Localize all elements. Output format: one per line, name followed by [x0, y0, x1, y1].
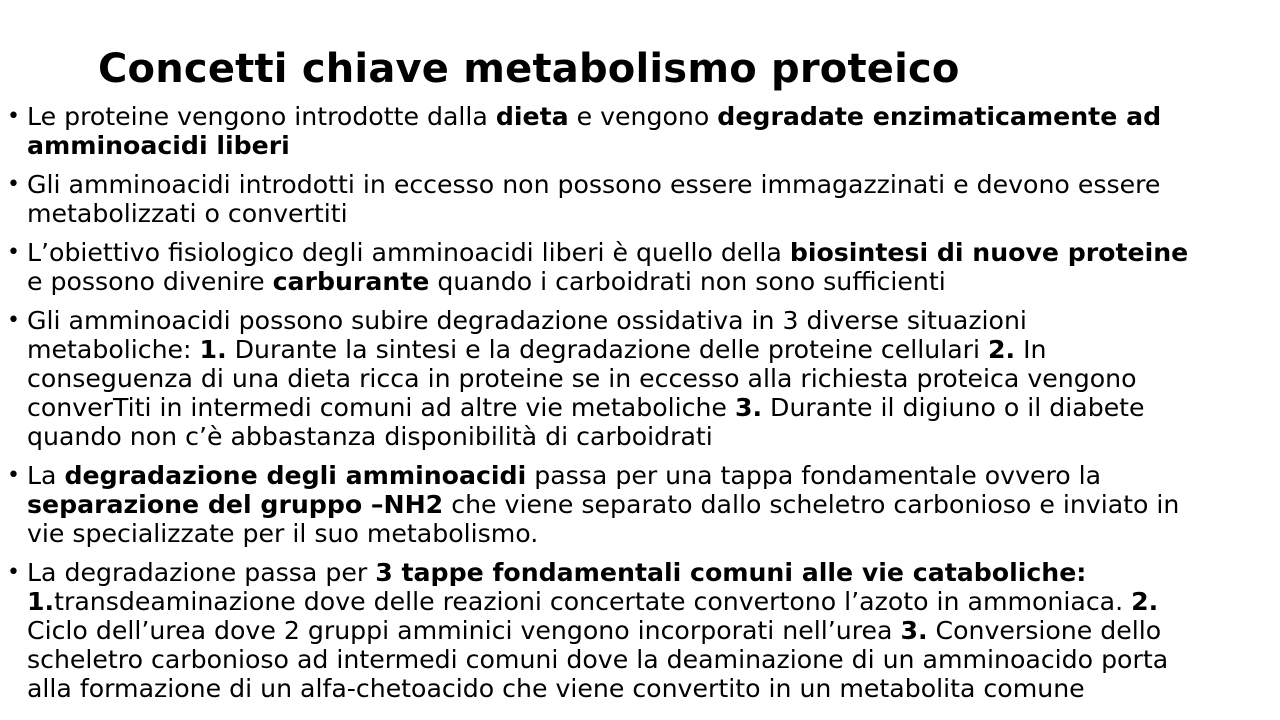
bold-text: amminoacidi liberi: [27, 131, 290, 160]
bullet-line: [27, 199, 1276, 228]
text-run: La degradazione passa per: [27, 558, 376, 587]
bold-text: carburante: [272, 267, 430, 296]
bullet-item: [0, 238, 1280, 296]
bold-text: 2.: [1131, 587, 1159, 616]
text-run: vie specializzate per il suo metabolismo.: [27, 519, 539, 548]
text-run: Gli amminoacidi possono subire degradazione ossidativa in 3 diverse situazioni: [27, 306, 1027, 335]
bullet-line: [27, 422, 1276, 451]
bullet-item: [0, 461, 1280, 548]
bullet-line: [27, 645, 1276, 674]
bullet-item: [0, 306, 1280, 451]
bold-text: 3.: [900, 616, 928, 645]
slide-title: Concetti chiave metabolismo proteico: [98, 46, 960, 92]
bullet-line: [27, 674, 1276, 703]
text-run: conseguenza di una dieta ricca in proteine se in eccesso alla richiesta proteica vengono: [27, 364, 1137, 393]
bold-text: 1.: [199, 335, 227, 364]
bullet-item: [0, 102, 1280, 160]
bullet-marker: •: [7, 560, 20, 585]
text-run: Conversione dello: [927, 616, 1162, 645]
bullet-marker: •: [7, 104, 20, 129]
bold-text: dieta: [495, 102, 569, 131]
bullet-list: [0, 102, 1280, 713]
text-run: La: [27, 461, 65, 490]
bullet-line: [27, 364, 1276, 393]
bullet-marker: •: [7, 463, 20, 488]
bullet-line: [27, 587, 1276, 616]
text-run: passa per una tappa fondamentale ovvero la: [526, 461, 1102, 490]
bullet-line: [27, 461, 1276, 490]
bullet-line: [27, 519, 1276, 548]
bullet-line: [27, 393, 1276, 422]
bullet-line: [27, 238, 1276, 267]
text-run: quando i carboidrati non sono sufficienti: [429, 267, 946, 296]
text-run: Durante la sintesi e la degradazione delle proteine cellulari: [226, 335, 989, 364]
bold-text: biosintesi di nuove proteine: [789, 238, 1189, 267]
text-run: quando non c’è abbastanza disponibilità di carboidrati: [27, 422, 713, 451]
bold-text: 1.: [27, 587, 55, 616]
text-run: alla formazione di un alfa-chetoacido che viene convertito in un metabolita comune: [27, 674, 1085, 703]
bullet-line: [27, 558, 1276, 587]
bullet-line: [27, 131, 1276, 160]
bullet-item: [0, 558, 1280, 703]
text-run: Ciclo dell’urea dove 2 gruppi amminici vengono incorporati nell’urea: [27, 616, 901, 645]
bullet-item: [0, 170, 1280, 228]
bullet-marker: •: [7, 308, 20, 333]
bold-text: degradate enzimaticamente ad: [717, 102, 1162, 131]
text-run: Durante il digiuno o il diabete: [762, 393, 1145, 422]
bullet-line: [27, 335, 1276, 364]
bullet-line: [27, 306, 1276, 335]
text-run: che viene separato dallo scheletro carbonioso e inviato in: [443, 490, 1180, 519]
text-run: scheletro carbonioso ad intermedi comuni dove la deaminazione di un amminoacido porta: [27, 645, 1169, 674]
bullet-marker: •: [7, 240, 20, 265]
bold-text: separazione del gruppo –NH2: [27, 490, 444, 519]
text-run: Le proteine vengono introdotte dalla: [27, 102, 496, 131]
text-run: metabolizzati o convertiti: [27, 199, 348, 228]
text-run: e vengono: [568, 102, 718, 131]
text-run: In: [1015, 335, 1047, 364]
bullet-line: [27, 616, 1276, 645]
bullet-line: [27, 170, 1276, 199]
bullet-line: [27, 490, 1276, 519]
bullet-marker: •: [7, 172, 20, 197]
text-run: transdeaminazione dove delle reazioni concertate convertono l’azoto in ammoniaca.: [54, 587, 1132, 616]
bold-text: degradazione degli amminoacidi: [64, 461, 527, 490]
bullet-line: [27, 267, 1276, 296]
bullet-line: [27, 102, 1276, 131]
text-run: converTiti in intermedi comuni ad altre vie metaboliche: [27, 393, 735, 422]
bold-text: 2.: [988, 335, 1016, 364]
text-run: L’obiettivo fisiologico degli amminoacidi liberi è quello della: [27, 238, 790, 267]
text-run: metaboliche:: [27, 335, 200, 364]
bold-text: 3.: [734, 393, 763, 422]
text-run: e possono divenire: [27, 267, 273, 296]
text-run: Gli amminoacidi introdotti in eccesso non possono essere immagazzinati e devono essere: [27, 170, 1161, 199]
bold-text: 3 tappe fondamentali comuni alle vie cataboliche:: [375, 558, 1087, 587]
